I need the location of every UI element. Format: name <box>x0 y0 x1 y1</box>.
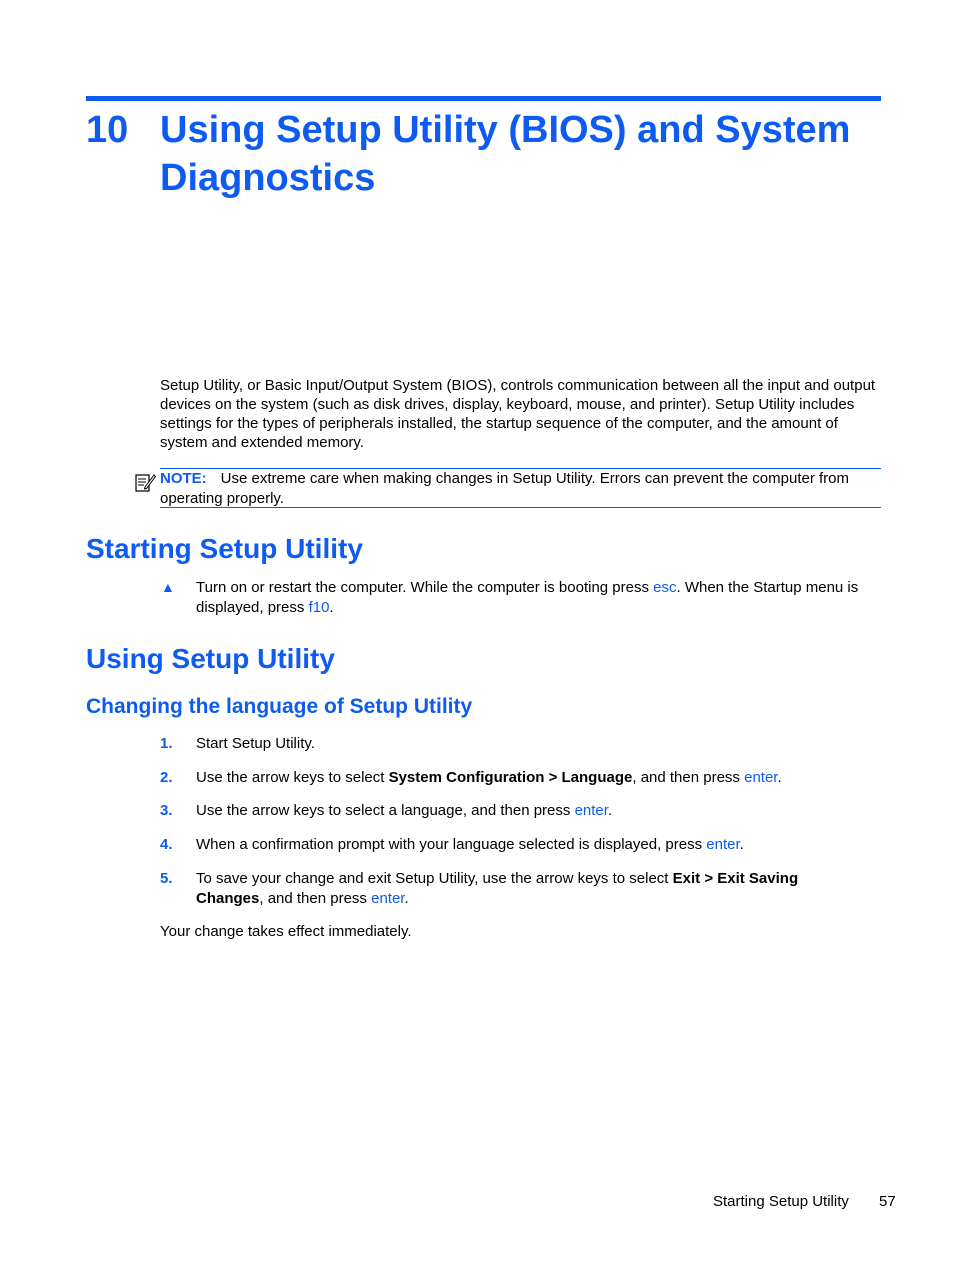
step-text <box>196 835 866 855</box>
step-number: 1. <box>160 735 173 752</box>
step-text <box>196 734 866 754</box>
step-text <box>196 768 866 788</box>
chapter-number: 10 <box>86 109 129 151</box>
menu-path-exit-saving: Exit > Exit Saving Changes <box>196 870 799 907</box>
chapter-rule <box>86 96 881 101</box>
starting-text-1: Turn on or restart the computer. While the computer is booting press <box>196 579 654 596</box>
closing-paragraph: Your change takes effect immediately. <box>160 923 412 940</box>
key-f10: f10 <box>308 599 330 616</box>
step-text <box>196 869 866 909</box>
starting-instruction <box>196 578 866 618</box>
key-enter: enter <box>371 890 405 907</box>
step-2-text-1: Use the arrow keys to select <box>196 769 389 786</box>
note-text: Use extreme care when making changes in Setup Utility. Errors can prevent the computer from operating properly. <box>160 470 850 507</box>
step-4-text-1: When a confirmation prompt with your language selected is displayed, press <box>196 836 707 853</box>
key-enter: enter <box>706 836 740 853</box>
intro-paragraph: Setup Utility, or Basic Input/Output System (BIOS), controls communication between all the input and output devices on the system (such as disk drives, display, keyboard, mouse, and printer). Setup Utility includes settings for the types of peripherals installed, the startup sequence of the computer, and the amount of system and extended memory. <box>160 377 876 451</box>
step-number: 3. <box>160 802 173 819</box>
step-2-text-2: , and then press <box>632 769 745 786</box>
step-5-text-1: To save your change and exit Setup Utility, use the arrow keys to select <box>196 870 673 887</box>
heading-changing-language: Changing the language of Setup Utility <box>86 695 473 718</box>
key-enter: enter <box>574 802 608 819</box>
note-pencil-icon <box>134 471 156 493</box>
key-enter: enter <box>744 769 778 786</box>
step-number: 4. <box>160 836 173 853</box>
starting-text-2: . When the Startup menu is displayed, press <box>196 579 859 616</box>
step-5-text-2: , and then press <box>259 890 372 907</box>
note-label: NOTE: <box>160 470 207 487</box>
key-esc: esc <box>653 579 677 596</box>
step-text <box>196 801 866 821</box>
triangle-bullet-icon: ▲ <box>161 579 175 595</box>
page-number: 57 <box>879 1193 896 1210</box>
note-box <box>160 468 881 508</box>
step-3-text-1: Use the arrow keys to select a language, and then press <box>196 802 575 819</box>
starting-text-3: . <box>329 599 334 616</box>
heading-starting-setup-utility: Starting Setup Utility <box>86 533 363 564</box>
menu-path-language: System Configuration > Language <box>388 769 633 786</box>
step-2-text-3: . <box>777 769 782 786</box>
step-5-text-3: . <box>404 890 409 907</box>
step-4-text-2: . <box>739 836 744 853</box>
heading-using-setup-utility: Using Setup Utility <box>86 643 335 674</box>
step-1-text: Start Setup Utility. <box>196 735 315 752</box>
step-number: 5. <box>160 870 173 887</box>
chapter-title: Using Setup Utility (BIOS) and System Diagnostics <box>160 109 851 199</box>
footer-section: Starting Setup Utility <box>713 1193 849 1210</box>
step-3-text-2: . <box>607 802 613 819</box>
step-number: 2. <box>160 769 173 786</box>
